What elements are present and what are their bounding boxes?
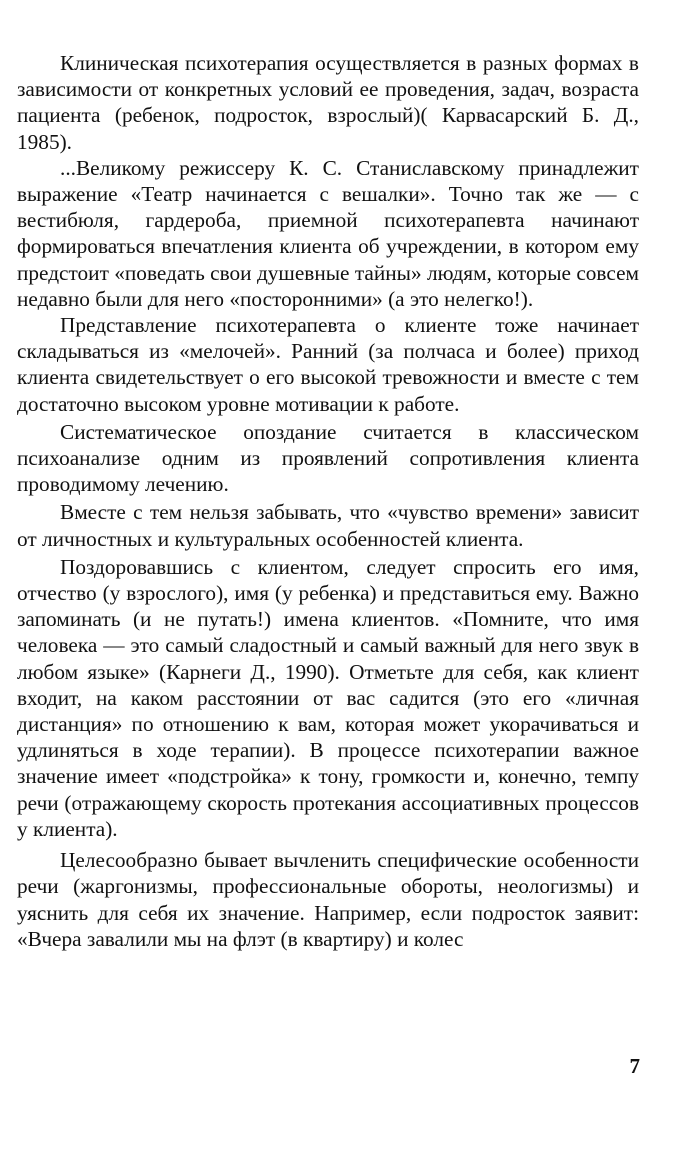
paragraph-small-details: Представление психотерапевта о клиенте тоже начинает складываться из «мелочей». Ранний (за полчаса и более) приход клиента свидетельствует о его высокой тревожности и вместе с тем достаточно высоком уровне мотивации к работе. bbox=[17, 313, 639, 416]
page-body bbox=[17, 50, 639, 952]
paragraph-stanislavsky: ...Великому режиссеру К. С. Станиславскому принадлежит выражение «Театр начинается с вешалки». Точно так же — с вестибюля, гардероба, приемной психотерапевта начинают формироваться впечатления клиента об учреждении, в котором ему предстоит «поведать свои душевные тайны» людям, которые совсем недавно были для него «посторонними» (а это нелегко!). bbox=[17, 155, 639, 311]
paragraph-sense-of-time: Вместе с тем нельзя забывать, что «чувство времени» зависит от личностных и культуральных особенностей клиента. bbox=[17, 500, 639, 551]
paragraph-lateness: Систематическое опоздание считается в классическом психоанализе одним из проявлений сопротивления клиента проводимому лечению. bbox=[17, 419, 639, 497]
paragraph-greeting: Поздоровавшись с клиентом, следует спросить его имя, отчество (у взрослого), имя (у ребенка) и представиться ему. Важно запоминать (и не путать!) имена клиентов. «Помните, что имя человека — это самый сладостный и самый важный для него звук в любом языке» (Карнеги Д., 1990). Отметьте для себя, как клиент входит, на каком расстоянии от вас садится (это его «личная дистанция» по отношению к вам, которая может укорачиваться и удлиняться в ходе терапии). В процессе психотерапии важное значение имеет «подстройка» к тону, громкости и, конечно, темпу речи (отражающему скорость протекания ассоциативных процессов у клиента). bbox=[17, 554, 639, 841]
paragraph-clinical-psychotherapy: Клиническая психотерапия осуществляется в разных формах в зависимости от конкретных условий ее проведения, задач, возраста пациента (ребенок, подросток, взрослый)( Карвасарский Б. Д., 1985). bbox=[17, 51, 639, 154]
page-number: 7 bbox=[629, 1054, 640, 1078]
paragraph-speech-features: Целесообразно бывает вычленить специфические особенности речи (жаргонизмы, профессиональные обороты, неологизмы) и уяснить для себя их значение. Например, если подросток заявит: «Вчера завалили мы на флэт (в квартиру) и колес bbox=[17, 848, 639, 951]
